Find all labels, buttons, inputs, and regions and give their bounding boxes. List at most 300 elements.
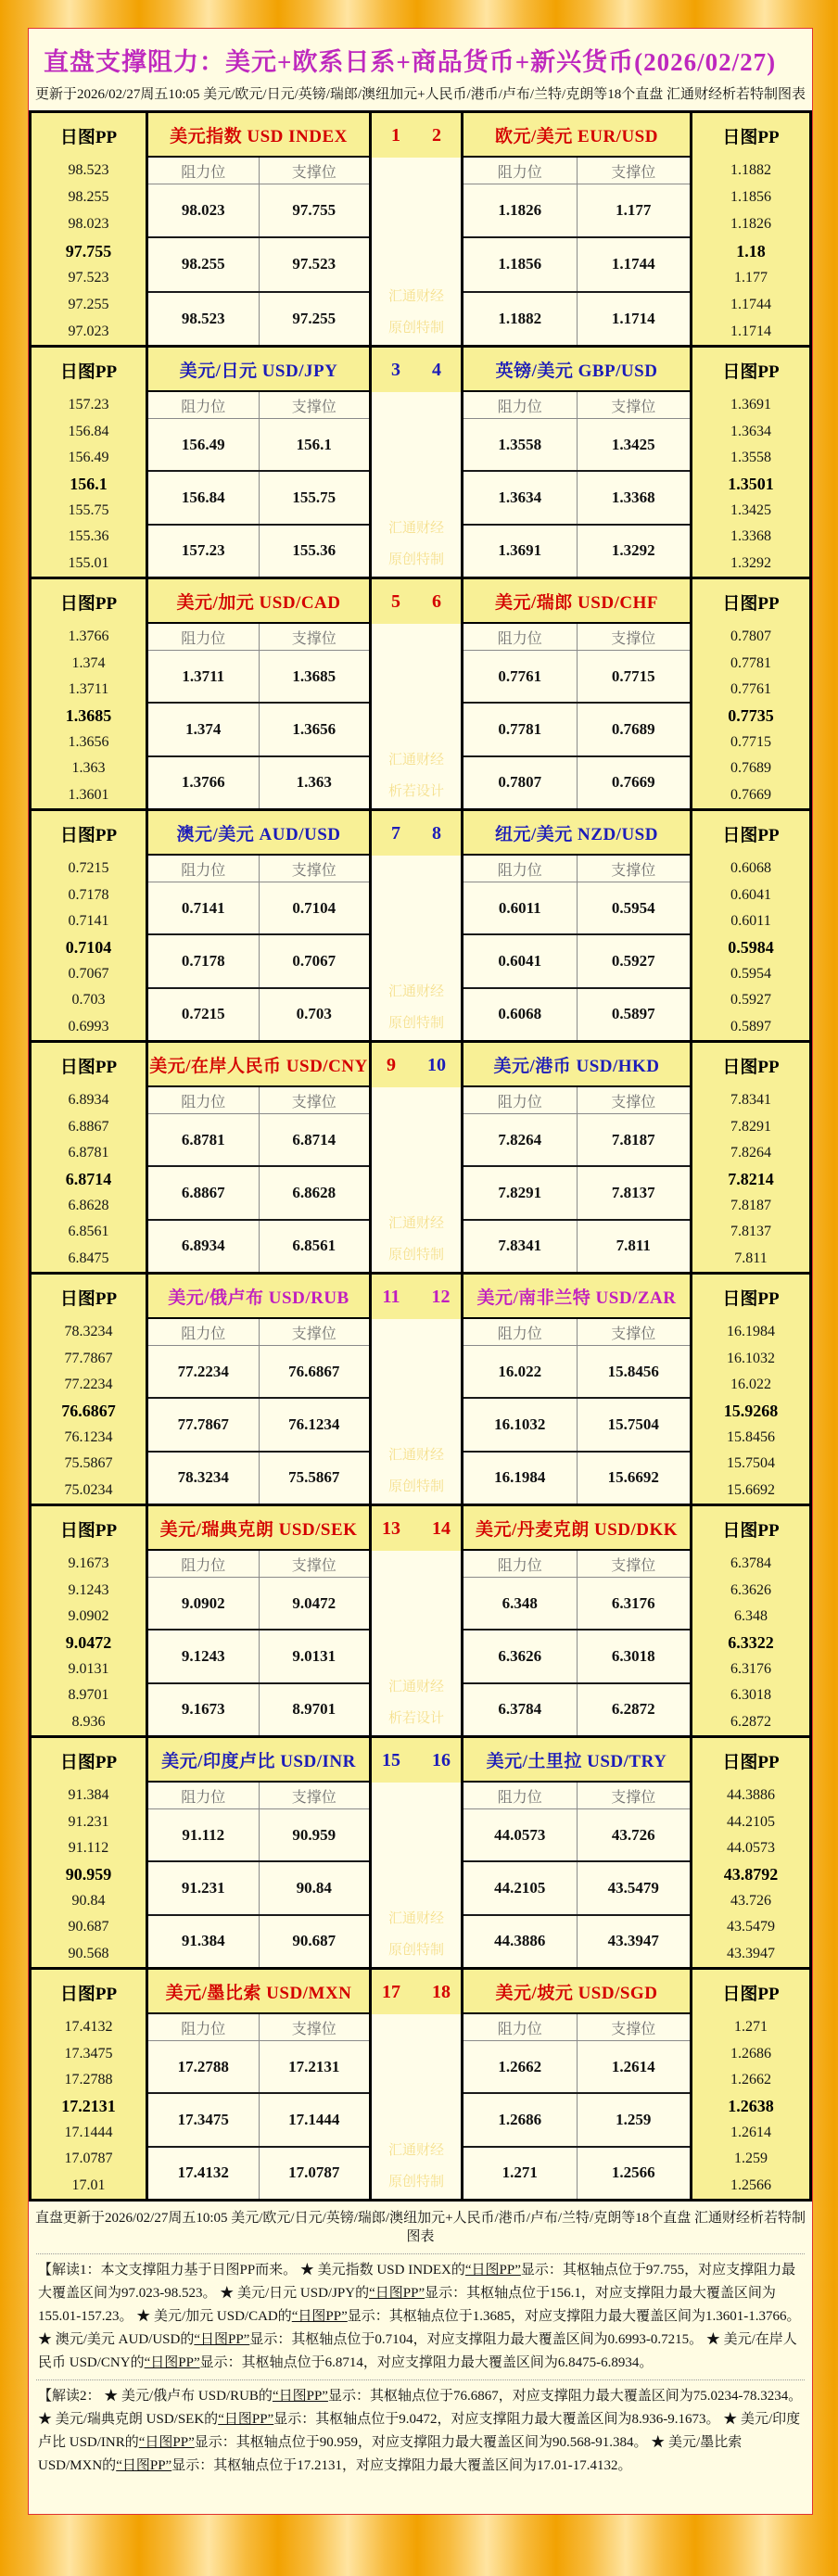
resistance-value: 98.523 bbox=[181, 309, 225, 327]
support-value: 76.6867 bbox=[259, 1346, 370, 1397]
pair-index-numbers bbox=[372, 1275, 461, 1319]
resistance-value: 1.3634 bbox=[498, 488, 542, 506]
pp-pivot-value: 1.2638 bbox=[728, 2096, 774, 2115]
pp-value: 17.1444 bbox=[64, 2124, 113, 2140]
pp-value: 6.3626 bbox=[730, 1581, 771, 1598]
pp-pivot-value: 90.959 bbox=[65, 1864, 112, 1884]
pp-value: 6.348 bbox=[734, 1608, 768, 1625]
table-row bbox=[148, 1397, 369, 1450]
pair-index-right: 6 bbox=[432, 590, 441, 612]
pp-value: 1.3292 bbox=[730, 554, 771, 571]
pp-value: 98.023 bbox=[68, 216, 109, 233]
table-row bbox=[148, 1165, 369, 1218]
resistance-column-header: 阻力位 bbox=[181, 862, 226, 879]
pair-index-right: 4 bbox=[432, 359, 441, 380]
table-row bbox=[463, 2040, 690, 2092]
table-header-row bbox=[463, 1783, 690, 1808]
pair-title: 美元/瑞郎 USD/CHF bbox=[463, 579, 690, 624]
resistance-value: 44.0573 bbox=[494, 1825, 546, 1844]
support-value: 9.0472 bbox=[259, 1578, 370, 1629]
table-row bbox=[463, 933, 690, 986]
watermark-brand: 汇通财经 bbox=[387, 1911, 444, 1926]
pivot-column-right bbox=[690, 1506, 809, 1735]
pair-title: 美元/瑞典克朗 USD/SEK bbox=[148, 1506, 369, 1551]
support-column-header: 支撑位 bbox=[259, 158, 370, 184]
pp-value: 0.7215 bbox=[68, 860, 109, 877]
resistance-value: 0.7141 bbox=[181, 898, 225, 917]
pp-column-header: 日图PP bbox=[722, 362, 780, 382]
support-value: 15.7504 bbox=[577, 1399, 691, 1450]
resistance-column-header: 阻力位 bbox=[497, 2021, 542, 2037]
pp-value: 0.7761 bbox=[730, 681, 771, 698]
pair-panel-right bbox=[461, 811, 690, 1040]
resistance-value: 156.49 bbox=[181, 435, 225, 453]
support-value: 0.703 bbox=[259, 989, 370, 1040]
pp-value: 0.7178 bbox=[68, 886, 109, 903]
pair-panel-right bbox=[461, 1738, 690, 1967]
table-row bbox=[463, 1345, 690, 1397]
support-value: 1.177 bbox=[577, 184, 691, 236]
pp-value: 15.8456 bbox=[727, 1428, 775, 1445]
table-row bbox=[148, 2040, 369, 2092]
support-resistance-table bbox=[463, 1087, 690, 1272]
support-value: 0.5897 bbox=[577, 989, 691, 1040]
pair-panel-right bbox=[461, 579, 690, 808]
resistance-value: 16.1984 bbox=[494, 1468, 546, 1487]
resistance-column-header: 阻力位 bbox=[497, 1094, 542, 1110]
watermark-tagline: 析若设计 bbox=[387, 1711, 444, 1726]
pair-index-right: 18 bbox=[432, 1981, 451, 2002]
resistance-value: 0.6011 bbox=[498, 898, 541, 917]
table-header-row bbox=[463, 2014, 690, 2040]
support-column-header: 支撑位 bbox=[577, 1551, 691, 1577]
pp-value: 1.3766 bbox=[68, 628, 109, 645]
resistance-column-header: 阻力位 bbox=[497, 399, 542, 415]
table-row bbox=[148, 650, 369, 702]
pp-value: 97.023 bbox=[68, 323, 109, 339]
pair-index-right: 10 bbox=[427, 1054, 446, 1075]
resistance-column-header: 阻力位 bbox=[497, 164, 542, 181]
pair-index-column bbox=[369, 579, 461, 808]
pp-value: 44.3886 bbox=[727, 1787, 775, 1804]
pp-value: 16.1984 bbox=[727, 1324, 775, 1340]
note-paragraph-1: 【解读1：本文支撑阻力基于日图PP而来。 ★ 美元指数 USD INDEX的“日图PP”显示：其枢轴点位于97.755，对应支撑阻力最大覆盖区间为97.023-98.523。 ★ 美元/日元 USD/JPY的“日图PP”显示：其枢轴点位于156.1，对应支撑阻力最大覆盖区间为155.01-157.23。 ★ 美元/加元 USD/CAD的“日图PP”显示：其枢轴点位于1.3685，对应支撑阻力最大覆盖区间为1.3601-1.3766。 ★ 澳元/美元 AUD/USD的“日图PP”显示：其枢轴点位于0.7104，对应支撑阻力最大覆盖区间为0.6993-0.7215。 ★ 美元/在岸人民币 USD/CNY的“日图PP”显示：其枢轴点位于6.8714，对应支撑阻力最大覆盖区间为6.8475-6.8934。 bbox=[36, 2253, 805, 2379]
pp-value: 15.7504 bbox=[727, 1455, 775, 1472]
pair-title: 美元/坡元 USD/SGD bbox=[463, 1970, 690, 2014]
table-row bbox=[463, 755, 690, 808]
pp-value: 1.271 bbox=[734, 2019, 768, 2036]
table-header-row bbox=[148, 2014, 369, 2040]
pair-title: 美元/加元 USD/CAD bbox=[148, 579, 369, 624]
resistance-value: 7.8291 bbox=[498, 1183, 542, 1201]
pp-column-header: 日图PP bbox=[722, 1520, 780, 1541]
pair-index-column bbox=[369, 1738, 461, 1967]
table-row bbox=[148, 1629, 369, 1681]
pair-index-left: 1 bbox=[391, 124, 400, 146]
pivot-column-right bbox=[690, 1275, 809, 1504]
table-header-row bbox=[463, 1551, 690, 1577]
pair-title: 澳元/美元 AUD/USD bbox=[148, 811, 369, 856]
support-value: 0.5954 bbox=[577, 882, 691, 933]
pair-index-left: 13 bbox=[382, 1517, 400, 1539]
support-value: 90.687 bbox=[259, 1916, 370, 1967]
watermark-tagline: 原创特制 bbox=[387, 2175, 444, 2189]
pair-title: 美元/南非兰特 USD/ZAR bbox=[463, 1275, 690, 1319]
pp-value: 0.7141 bbox=[68, 913, 109, 930]
watermark-brand: 汇通财经 bbox=[387, 1448, 444, 1463]
support-value: 17.1444 bbox=[259, 2094, 370, 2145]
pair-panel-right bbox=[461, 1043, 690, 1272]
pp-column-header: 日图PP bbox=[59, 1288, 118, 1309]
pp-pivot-value: 7.8214 bbox=[728, 1169, 774, 1188]
pp-value: 16.1032 bbox=[727, 1350, 775, 1366]
pp-value: 6.2872 bbox=[730, 1713, 771, 1730]
pair-panel-right bbox=[461, 1506, 690, 1735]
pivot-column-left bbox=[32, 579, 146, 808]
table-row bbox=[463, 2092, 690, 2145]
blocks-table bbox=[29, 110, 812, 2202]
pair-index-right: 14 bbox=[432, 1517, 451, 1539]
pp-value: 16.022 bbox=[730, 1377, 771, 1393]
support-value: 156.1 bbox=[259, 419, 370, 470]
pp-value: 0.7781 bbox=[730, 654, 771, 671]
pp-value: 155.01 bbox=[68, 554, 109, 571]
currency-block bbox=[32, 1272, 809, 1504]
resistance-value: 6.348 bbox=[502, 1593, 538, 1612]
resistance-value: 44.3886 bbox=[494, 1932, 546, 1950]
table-row bbox=[463, 1451, 690, 1504]
table-row bbox=[463, 1682, 690, 1735]
support-column-header: 支撑位 bbox=[577, 2014, 691, 2040]
pp-value: 0.703 bbox=[71, 992, 106, 1009]
pp-value: 43.5479 bbox=[727, 1919, 775, 1935]
pp-value: 1.1856 bbox=[730, 189, 771, 206]
table-row bbox=[148, 1577, 369, 1629]
watermark-brand: 汇通财经 bbox=[387, 289, 444, 304]
support-column-header: 支撑位 bbox=[259, 624, 370, 650]
table-row bbox=[148, 236, 369, 290]
pp-pivot-value: 0.7735 bbox=[728, 705, 774, 725]
support-value: 15.8456 bbox=[577, 1346, 691, 1397]
page bbox=[0, 28, 838, 2576]
pair-index-right: 12 bbox=[431, 1286, 451, 1307]
pp-value: 0.7689 bbox=[730, 760, 771, 777]
table-row bbox=[463, 650, 690, 702]
watermark-tagline: 原创特制 bbox=[387, 1479, 444, 1494]
pp-value: 1.3425 bbox=[730, 501, 771, 518]
pp-value: 91.112 bbox=[68, 1840, 109, 1857]
table-row bbox=[463, 882, 690, 933]
support-resistance-table bbox=[463, 1319, 690, 1504]
resistance-value: 1.3691 bbox=[498, 541, 542, 560]
table-row bbox=[463, 1397, 690, 1450]
support-value: 1.363 bbox=[259, 757, 370, 808]
resistance-value: 1.3711 bbox=[182, 666, 225, 685]
resistance-value: 17.4132 bbox=[177, 2164, 229, 2182]
pp-value: 75.5867 bbox=[64, 1455, 113, 1472]
page-subtitle: 更新于2026/02/27周五10:05 美元/欧元/日元/英镑/瑞郎/澳纽加元+人民币/港币/卢布/兰特/克朗等18个直盘 汇通财经析若特制图表 bbox=[35, 87, 806, 102]
pivot-column-right bbox=[690, 1043, 809, 1272]
table-row bbox=[148, 418, 369, 470]
support-value: 6.8628 bbox=[259, 1167, 370, 1218]
pair-panel-left bbox=[146, 1275, 369, 1504]
pp-value: 0.6993 bbox=[68, 1018, 109, 1034]
table-row bbox=[148, 184, 369, 236]
resistance-column-header: 阻力位 bbox=[497, 1789, 542, 1806]
resistance-value: 1.3558 bbox=[498, 435, 542, 453]
support-value: 1.1744 bbox=[577, 238, 691, 290]
resistance-value: 1.374 bbox=[185, 719, 222, 738]
pp-value: 6.8934 bbox=[68, 1092, 109, 1109]
pp-column-header: 日图PP bbox=[722, 127, 780, 147]
support-value: 17.0787 bbox=[259, 2148, 370, 2199]
resistance-value: 0.7215 bbox=[181, 1005, 225, 1023]
table-header-row bbox=[148, 1319, 369, 1345]
resistance-value: 9.1243 bbox=[181, 1646, 225, 1665]
pp-value: 90.84 bbox=[71, 1892, 106, 1909]
pp-value: 17.3475 bbox=[64, 2045, 113, 2062]
table-row bbox=[148, 2092, 369, 2145]
support-value: 1.3368 bbox=[577, 472, 691, 523]
resistance-value: 7.8341 bbox=[498, 1237, 542, 1255]
pair-index-numbers bbox=[372, 113, 461, 158]
pair-index-numbers bbox=[372, 1506, 461, 1551]
table-row bbox=[148, 1113, 369, 1165]
support-value: 1.259 bbox=[577, 2094, 691, 2145]
pp-value: 9.1673 bbox=[68, 1555, 109, 1572]
support-value: 17.2131 bbox=[259, 2041, 370, 2092]
pair-index-right: 2 bbox=[432, 124, 441, 146]
pair-title: 美元/土里拉 USD/TRY bbox=[463, 1738, 690, 1783]
table-row bbox=[148, 291, 369, 345]
support-resistance-table bbox=[148, 1551, 369, 1735]
pair-panel-left bbox=[146, 1970, 369, 2199]
pp-column-header: 日图PP bbox=[59, 1057, 118, 1077]
table-header-row bbox=[148, 158, 369, 184]
resistance-value: 1.2662 bbox=[498, 2057, 542, 2075]
resistance-column-header: 阻力位 bbox=[181, 164, 226, 181]
pp-value: 1.3558 bbox=[730, 450, 771, 466]
support-value: 1.2566 bbox=[577, 2148, 691, 2199]
table-row bbox=[148, 1451, 369, 1504]
pivot-column-left bbox=[32, 1275, 146, 1504]
resistance-value: 1.1882 bbox=[498, 309, 542, 327]
resistance-value: 1.271 bbox=[502, 2164, 538, 2182]
support-value: 155.36 bbox=[259, 526, 370, 577]
support-resistance-table bbox=[148, 1319, 369, 1504]
pair-title: 美元/俄卢布 USD/RUB bbox=[148, 1275, 369, 1319]
support-value: 76.1234 bbox=[259, 1399, 370, 1450]
support-column-header: 支撑位 bbox=[259, 1783, 370, 1808]
resistance-column-header: 阻力位 bbox=[181, 1326, 226, 1342]
support-value: 6.3176 bbox=[577, 1578, 691, 1629]
pivot-column-left bbox=[32, 1738, 146, 1967]
table-row bbox=[463, 1219, 690, 1272]
support-resistance-table bbox=[463, 158, 690, 345]
pp-value: 78.3234 bbox=[64, 1324, 113, 1340]
pp-value: 1.2614 bbox=[730, 2124, 771, 2140]
pair-title: 纽元/美元 NZD/USD bbox=[463, 811, 690, 856]
resistance-column-header: 阻力位 bbox=[181, 1557, 226, 1574]
pivot-column-right bbox=[690, 348, 809, 577]
resistance-column-header: 阻力位 bbox=[181, 1789, 226, 1806]
pp-value: 7.811 bbox=[734, 1250, 768, 1266]
table-header-row bbox=[463, 158, 690, 184]
watermark-tagline: 原创特制 bbox=[387, 1943, 444, 1958]
pivot-column-right bbox=[690, 1738, 809, 1967]
support-resistance-table bbox=[463, 2014, 690, 2199]
pp-column-header: 日图PP bbox=[722, 1057, 780, 1077]
pair-index-left: 11 bbox=[382, 1286, 400, 1307]
support-value: 0.5927 bbox=[577, 935, 691, 986]
support-resistance-table bbox=[463, 1551, 690, 1735]
pair-index-column bbox=[369, 1506, 461, 1735]
watermark-tagline: 原创特制 bbox=[387, 321, 444, 336]
page-title: 直盘支撑阻力：美元+欧系日系+商品货币+新兴货币(2026/02/27) bbox=[44, 48, 777, 76]
pp-value: 156.84 bbox=[68, 423, 109, 439]
pivot-column-right bbox=[690, 113, 809, 345]
table-row bbox=[463, 184, 690, 236]
support-value: 0.7669 bbox=[577, 757, 691, 808]
pp-value: 6.8561 bbox=[68, 1224, 109, 1240]
resistance-value: 1.3766 bbox=[181, 773, 225, 792]
resistance-value: 98.255 bbox=[181, 255, 225, 273]
resistance-value: 6.8867 bbox=[181, 1183, 225, 1201]
table-header-row bbox=[463, 624, 690, 650]
support-value: 43.726 bbox=[577, 1809, 691, 1860]
pair-title: 美元/印度卢比 USD/INR bbox=[148, 1738, 369, 1783]
pair-panel-left bbox=[146, 113, 369, 345]
pp-value: 0.7067 bbox=[68, 965, 109, 982]
support-resistance-table bbox=[463, 1783, 690, 1967]
support-column-header: 支撑位 bbox=[577, 856, 691, 882]
currency-block bbox=[32, 1040, 809, 1272]
table-row bbox=[463, 1629, 690, 1681]
pp-pivot-value: 15.9268 bbox=[723, 1401, 779, 1420]
pair-index-left: 17 bbox=[382, 1981, 400, 2002]
support-column-header: 支撑位 bbox=[577, 1087, 691, 1113]
pp-value: 0.5954 bbox=[730, 965, 771, 982]
support-resistance-table bbox=[148, 2014, 369, 2199]
table-header-row bbox=[148, 624, 369, 650]
support-value: 90.959 bbox=[259, 1809, 370, 1860]
pair-index-column bbox=[369, 1970, 461, 2199]
resistance-value: 1.1856 bbox=[498, 255, 542, 273]
support-value: 7.8187 bbox=[577, 1114, 691, 1165]
resistance-value: 6.3626 bbox=[498, 1646, 542, 1665]
pp-value: 75.0234 bbox=[64, 1481, 113, 1498]
table-row bbox=[463, 1165, 690, 1218]
table-row bbox=[463, 524, 690, 577]
pair-index-numbers bbox=[372, 1738, 461, 1783]
pp-pivot-value: 1.3685 bbox=[65, 705, 112, 725]
support-value: 155.75 bbox=[259, 472, 370, 523]
support-column-header: 支撑位 bbox=[577, 1319, 691, 1345]
support-resistance-table bbox=[148, 1783, 369, 1967]
pp-value: 43.726 bbox=[730, 1892, 771, 1909]
pp-value: 7.8264 bbox=[730, 1145, 771, 1161]
pivot-column-right bbox=[690, 1970, 809, 2199]
watermark bbox=[372, 2014, 461, 2199]
pp-value: 8.9701 bbox=[68, 1687, 109, 1704]
watermark-brand: 汇通财经 bbox=[387, 2143, 444, 2158]
pp-value: 91.231 bbox=[68, 1813, 109, 1830]
watermark bbox=[372, 1551, 461, 1735]
pair-panel-left bbox=[146, 1506, 369, 1735]
pair-index-column bbox=[369, 1043, 461, 1272]
table-header-row bbox=[148, 1087, 369, 1113]
pp-value: 9.0131 bbox=[68, 1660, 109, 1677]
resistance-value: 78.3234 bbox=[177, 1468, 229, 1487]
currency-block bbox=[32, 345, 809, 577]
support-value: 1.3292 bbox=[577, 526, 691, 577]
pp-value: 1.1882 bbox=[730, 162, 771, 179]
pp-value: 9.1243 bbox=[68, 1581, 109, 1598]
watermark-brand: 汇通财经 bbox=[387, 984, 444, 999]
pp-pivot-value: 0.5984 bbox=[728, 937, 774, 957]
support-value: 97.523 bbox=[259, 238, 370, 290]
support-value: 7.8137 bbox=[577, 1167, 691, 1218]
pair-title: 美元指数 USD INDEX bbox=[148, 113, 369, 158]
table-row bbox=[148, 1860, 369, 1913]
support-resistance-table bbox=[463, 392, 690, 577]
pair-index-numbers bbox=[372, 1970, 461, 2014]
pair-panel-left bbox=[146, 348, 369, 577]
pp-value: 98.523 bbox=[68, 162, 109, 179]
content-panel bbox=[28, 28, 813, 2515]
pp-value: 1.3368 bbox=[730, 528, 771, 545]
pp-value: 1.2686 bbox=[730, 2045, 771, 2062]
pp-pivot-value: 97.755 bbox=[65, 241, 112, 260]
notes-section bbox=[29, 2253, 812, 2488]
pp-value: 0.6011 bbox=[730, 913, 771, 930]
note-paragraph-2: 【解读2： ★ 美元/俄卢布 USD/RUB的“日图PP”显示：其枢轴点位于76.6867，对应支撑阻力最大覆盖区间为75.0234-78.3234。 ★ 美元/瑞典克朗 USD/SEK的“日图PP”显示：其枢轴点位于9.0472，对应支撑阻力最大覆盖区间为8.936-9.1673。 ★ 美元/印度卢比 USD/INR的“日图PP”显示：其枢轴点位于90.959，对应支撑阻力最大覆盖区间为90.568-91.384。 ★ 美元/墨比索 USD/MXN的“日图PP”显示：其枢轴点位于17.2131，对应支撑阻力最大覆盖区间为17.01-17.4132。 bbox=[36, 2379, 805, 2482]
table-header-row bbox=[463, 856, 690, 882]
currency-block bbox=[32, 577, 809, 808]
currency-block bbox=[32, 113, 809, 345]
resistance-value: 156.84 bbox=[181, 488, 225, 506]
pair-index-right: 8 bbox=[432, 822, 441, 844]
resistance-value: 6.8934 bbox=[181, 1237, 225, 1255]
pp-value: 156.49 bbox=[68, 450, 109, 466]
table-row bbox=[148, 1914, 369, 1967]
pp-value: 6.8475 bbox=[68, 1250, 109, 1266]
resistance-value: 0.6068 bbox=[498, 1005, 542, 1023]
pp-value: 77.7867 bbox=[64, 1350, 113, 1366]
pp-pivot-value: 1.3501 bbox=[728, 474, 774, 493]
resistance-value: 0.7781 bbox=[498, 719, 542, 738]
table-row bbox=[148, 2146, 369, 2199]
pp-column-header: 日图PP bbox=[59, 1984, 118, 2004]
support-value: 8.9701 bbox=[259, 1684, 370, 1735]
resistance-value: 0.7807 bbox=[498, 773, 542, 792]
resistance-column-header: 阻力位 bbox=[181, 1094, 226, 1110]
pair-panel-left bbox=[146, 811, 369, 1040]
pp-value: 0.5897 bbox=[730, 1018, 771, 1034]
watermark bbox=[372, 1087, 461, 1272]
pivot-column-left bbox=[32, 348, 146, 577]
table-row bbox=[148, 882, 369, 933]
pair-title: 美元/丹麦克朗 USD/DKK bbox=[463, 1506, 690, 1551]
resistance-value: 7.8264 bbox=[498, 1130, 542, 1148]
pair-index-left: 15 bbox=[382, 1749, 400, 1770]
resistance-value: 0.6041 bbox=[498, 951, 542, 970]
pair-index-column bbox=[369, 1275, 461, 1504]
pair-index-left: 9 bbox=[387, 1054, 396, 1075]
pp-value: 7.8341 bbox=[730, 1092, 771, 1109]
watermark bbox=[372, 158, 461, 345]
pair-index-left: 3 bbox=[391, 359, 400, 380]
